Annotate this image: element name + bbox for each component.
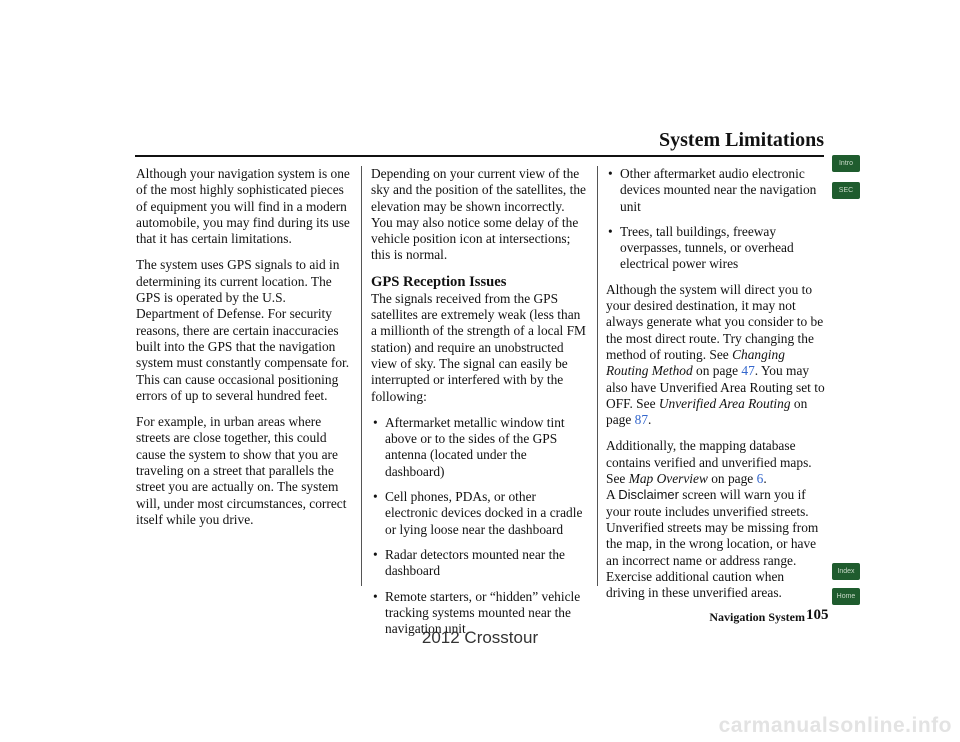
column-divider: [597, 166, 598, 586]
paragraph: For example, in urban areas where streets are close together, this could cause the system to show that you are traveling on a street that parallels the street you are actually on. The system will, under most circumstances, correct itself while you drive.: [136, 414, 347, 527]
model-label: 2012 Crosstour: [421, 628, 539, 647]
reference: Unverified Area Routing: [658, 395, 791, 411]
sec-tab[interactable]: SEC: [832, 182, 860, 199]
bullet-list: [371, 415, 589, 638]
paragraph: The signals received from the GPS satellites are extremely weak (less than a millionth of the strength of a local FM station) and require an unobstructed view of sky. The signal can easily be interrupted or interfered with by the following:: [371, 290, 586, 404]
column-3: [606, 166, 826, 611]
list-item: • Remote starters, or “hidden” vehicle tracking systems mounted near the navigation unit: [371, 589, 589, 638]
bullet-list: [606, 166, 826, 273]
column-1: [136, 166, 352, 538]
paragraph: Additionally, the mapping database contains verified and unverified maps. See Map Overview on page 6. A Disclaimer screen will warn you if your route includes unverified streets. Unverified streets may be missing from the map, in the wrong location, or have an incorrect name or address range. Exercise additional caution when driving in these unverified areas.: [606, 438, 819, 601]
page-link[interactable]: 87: [634, 412, 649, 428]
reference: Changing Routing Method: [606, 346, 785, 379]
title-rule: [135, 155, 824, 157]
paragraph: Although your navigation system is one of the most highly sophisticated pieces of equipment you will find in a modern automobile, you may find during its use that it has certain limitations.: [136, 166, 350, 247]
footer-section-label: Navigation System: [709, 610, 805, 624]
intro-tab[interactable]: Intro: [832, 155, 860, 172]
list-item: • Trees, tall buildings, freeway overpasses, tunnels, or overhead electrical power wires: [606, 224, 826, 273]
ui-term: Disclaimer: [618, 487, 679, 503]
paragraph: Although the system will direct you to your desired destination, it may not always generate what you consider to be the most direct route. Try changing the method of routing. See Changing Routing Method on page 47. You may also have Unverified Area Routing set to OFF. See Unverified Area Routing on page 87.: [606, 281, 825, 428]
page-link[interactable]: 47: [741, 363, 755, 379]
list-item: • Other aftermarket audio electronic devices mounted near the navigation unit: [606, 166, 826, 215]
section-heading: GPS Reception Issues: [371, 273, 507, 290]
page-title: System Limitations: [659, 129, 824, 151]
index-tab[interactable]: Index: [832, 563, 860, 580]
column-divider: [361, 166, 362, 586]
paragraph: The system uses GPS signals to aid in determining its current location. The GPS is operated by the U.S. Department of Defense. For security reasons, there are certain inaccuracies built into the GPS that the navigation system must constantly compensate for. This can cause occasional positioning errors of up to several hundred feet.: [136, 257, 350, 403]
home-tab[interactable]: Home: [832, 588, 860, 605]
reference: Map Overview: [628, 471, 708, 487]
watermark: carmanualsonline.info: [718, 714, 952, 737]
page-number: 105: [806, 607, 829, 623]
paragraph: Depending on your current view of the sky and the position of the satellites, the elevation may be shown incorrectly. You may also notice some delay of the vehicle position icon at intersections; this is normal.: [371, 166, 586, 263]
list-item: • Radar detectors mounted near the dashboard: [371, 547, 589, 580]
list-item: • Cell phones, PDAs, or other electronic devices docked in a cradle or lying loose near the dashboard: [371, 489, 589, 538]
list-item: • Aftermarket metallic window tint above or to the sides of the GPS antenna (located under the dashboard): [371, 415, 589, 480]
column-2: [371, 166, 589, 646]
page-link[interactable]: 6: [756, 471, 764, 487]
